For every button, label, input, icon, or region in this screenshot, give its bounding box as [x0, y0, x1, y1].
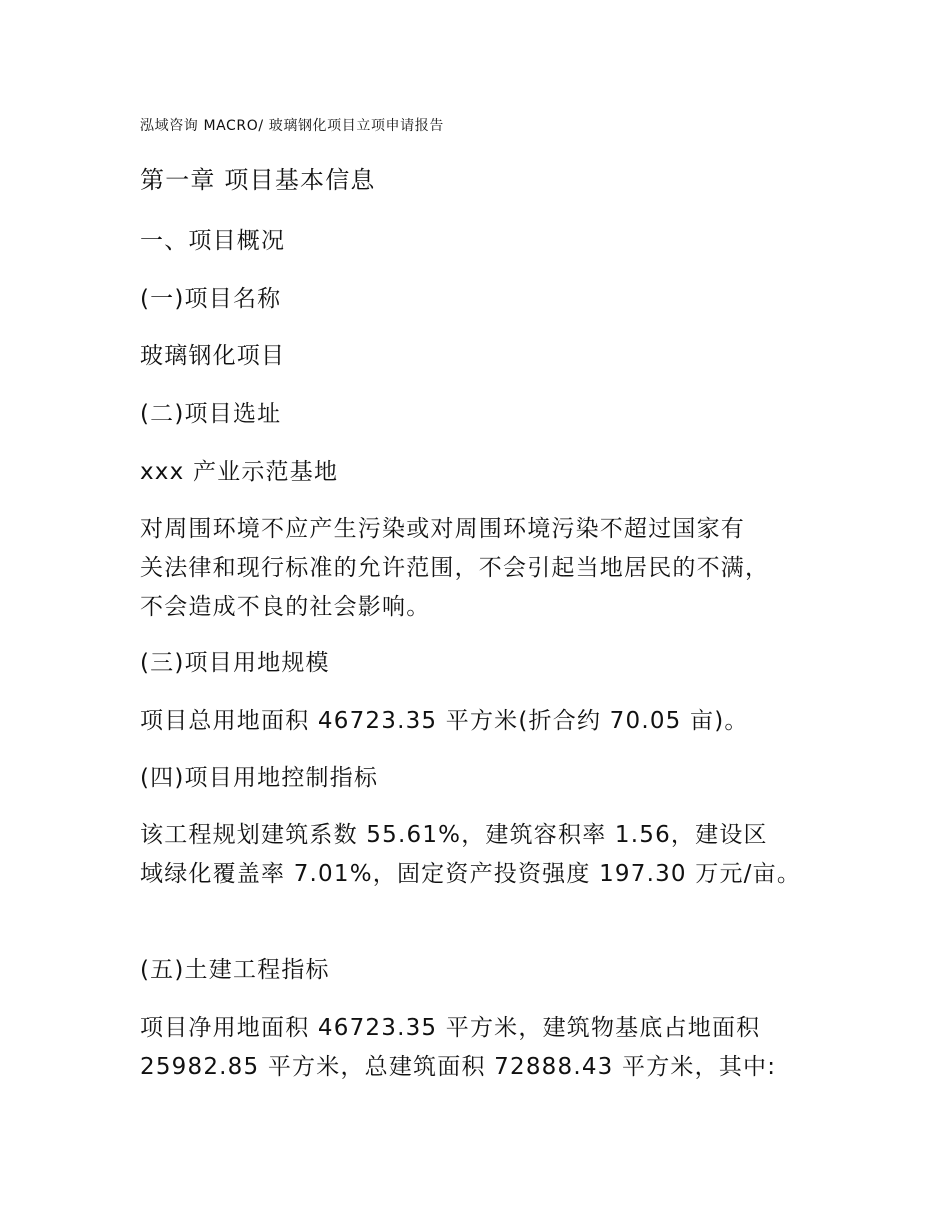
running-header: 泓域咨询 MACRO/ 玻璃钢化项目立项申请报告 — [140, 118, 444, 134]
project-site-heading: (二)项目选址 — [140, 401, 282, 427]
civil-works-line: 25982.85 平方米，总建筑面积 72888.43 平方米，其中: — [140, 1054, 777, 1080]
land-control-heading: (四)项目用地控制指标 — [140, 765, 379, 791]
civil-works-heading: (五)土建工程指标 — [140, 957, 330, 983]
site-note-line: 关法律和现行标准的允许范围，不会引起当地居民的不满， — [140, 555, 770, 581]
site-note-line: 不会造成不良的社会影响。 — [140, 594, 431, 620]
land-scale-value: 项目总用地面积 46723.35 平方米(折合约 70.05 亩)。 — [140, 708, 749, 734]
section-title: 一、项目概况 — [140, 228, 286, 254]
project-name-heading: (一)项目名称 — [140, 286, 282, 312]
project-site-value: xxx 产业示范基地 — [140, 459, 339, 485]
civil-works-line: 项目净用地面积 46723.35 平方米，建筑物基底占地面积 — [140, 1015, 761, 1041]
land-scale-heading: (三)项目用地规模 — [140, 650, 330, 676]
project-name-value: 玻璃钢化项目 — [140, 343, 286, 369]
site-note-line: 对周围环境不应产生污染或对周围环境污染不超过国家有 — [140, 516, 745, 542]
land-control-line: 该工程规划建筑系数 55.61%，建筑容积率 1.56，建设区 — [140, 822, 768, 848]
chapter-title: 第一章 项目基本信息 — [140, 166, 376, 194]
land-control-line: 域绿化覆盖率 7.01%，固定资产投资强度 197.30 万元/亩。 — [140, 861, 802, 887]
